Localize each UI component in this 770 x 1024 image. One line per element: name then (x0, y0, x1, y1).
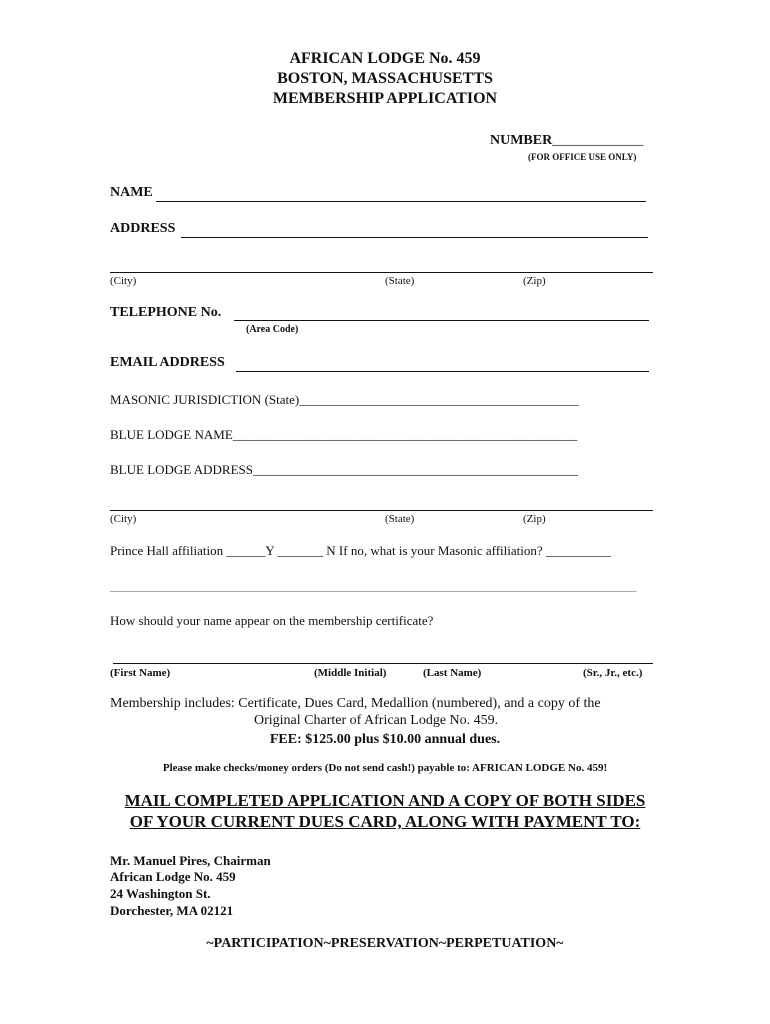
number-label: NUMBER (490, 133, 553, 148)
membership-fee: FEE: $125.00 plus $10.00 annual dues. (269, 732, 501, 747)
number-blank: _____________ (552, 133, 644, 148)
blue-lodge-name-label: BLUE LODGE NAME (110, 427, 233, 442)
address-input-line[interactable] (181, 237, 648, 238)
prince-hall-affiliation-field[interactable]: Prince Hall affiliation ______Y _______ N If no, what is your Masonic affiliation? __________ (110, 543, 611, 558)
affiliation-continuation-line[interactable]: _________________________________________________________________________________ (110, 578, 637, 593)
name-label: NAME (110, 185, 153, 200)
name-input-line[interactable] (156, 201, 646, 202)
certificate-name-input-line[interactable] (113, 663, 653, 664)
recipient-street: 24 Washington St. (110, 886, 211, 901)
email-label: EMAIL ADDRESS (110, 355, 225, 370)
telephone-label: TELEPHONE No. (110, 305, 222, 320)
lodge-city-state-zip-input-line[interactable] (110, 510, 653, 511)
membership-includes-line1: Membership includes: Certificate, Dues Card, Medallion (numbered), and a copy of the (110, 696, 601, 711)
lodge-city-caption: (City) (110, 513, 137, 525)
jurisdiction-field[interactable] (110, 392, 579, 408)
mail-instructions-line1: MAIL COMPLETED APPLICATION AND A COPY OF BOTH SIDES (124, 791, 646, 810)
number-field[interactable] (490, 133, 643, 149)
lodge-state-caption: (State) (385, 513, 415, 525)
email-input-line[interactable] (236, 371, 649, 372)
jurisdiction-label: MASONIC JURISDICTION (State) (110, 392, 300, 407)
suffix-caption: (Sr., Jr., etc.) (583, 667, 643, 679)
lodge-zip-caption: (Zip) (523, 513, 546, 525)
membership-includes-line2: Original Charter of African Lodge No. 459. (254, 713, 499, 728)
last-name-caption: (Last Name) (423, 667, 482, 679)
jurisdiction-blank: ___________________________________________ (299, 392, 579, 407)
city-caption: (City) (110, 275, 137, 287)
middle-initial-caption: (Middle Initial) (314, 667, 387, 679)
blue-lodge-address-label: BLUE LODGE ADDRESS (110, 462, 254, 477)
office-use-note: (FOR OFFICE USE ONLY) (528, 152, 637, 162)
city-state-zip-input-line[interactable] (110, 272, 653, 273)
header-title-lodge: AFRICAN LODGE No. 459 (289, 50, 481, 67)
blue-lodge-name-field[interactable] (110, 427, 577, 443)
header-title-location: BOSTON, MASSACHUSETTS (277, 70, 493, 87)
recipient-org: African Lodge No. 459 (110, 869, 236, 884)
mail-instructions-line2: OF YOUR CURRENT DUES CARD, ALONG WITH PAYMENT TO: (129, 812, 641, 831)
blue-lodge-name-blank: _____________________________________________________ (232, 427, 578, 442)
recipient-city: Dorchester, MA 02121 (110, 903, 234, 918)
certificate-question: How should your name appear on the membership certificate? (110, 613, 434, 628)
header-title-form: MEMBERSHIP APPLICATION (272, 90, 498, 107)
zip-caption: (Zip) (523, 275, 546, 287)
address-label: ADDRESS (110, 221, 176, 236)
blue-lodge-address-blank: __________________________________________________ (253, 462, 579, 477)
motto: ~PARTICIPATION~PRESERVATION~PERPETUATION~ (206, 936, 564, 951)
telephone-input-line[interactable] (234, 320, 649, 321)
state-caption: (State) (385, 275, 415, 287)
blue-lodge-address-field[interactable] (110, 462, 578, 478)
recipient-name: Mr. Manuel Pires, Chairman (110, 853, 271, 868)
area-code-caption: (Area Code) (246, 324, 299, 335)
payment-note: Please make checks/money orders (Do not send cash!) payable to: AFRICAN LODGE No. 459! (162, 762, 608, 774)
first-name-caption: (First Name) (110, 667, 171, 679)
